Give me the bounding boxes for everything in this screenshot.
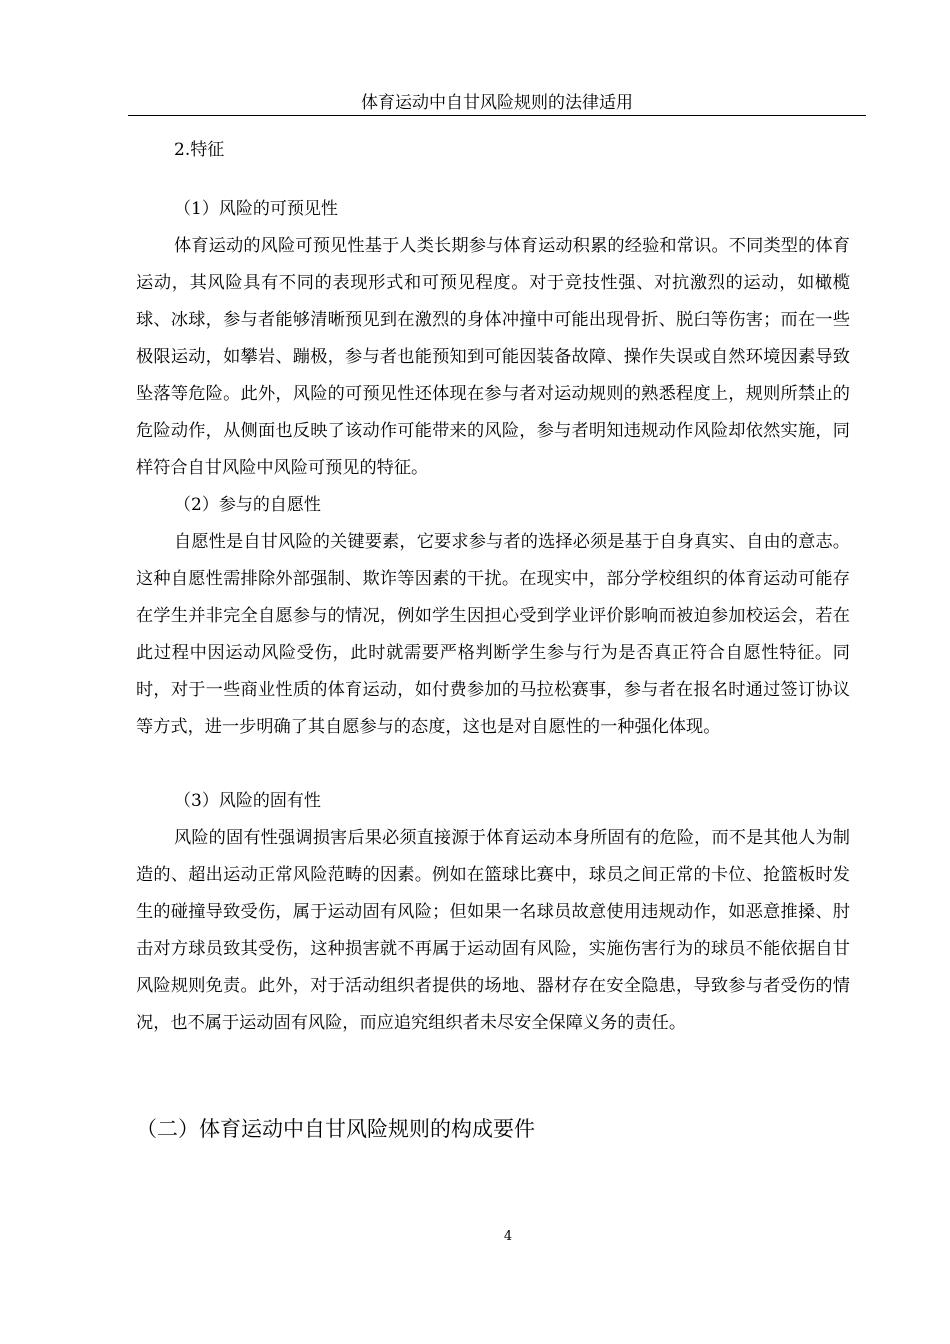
item-heading-voluntariness: （2）参与的自愿性 — [174, 495, 321, 515]
page-number: 4 — [503, 1229, 513, 1244]
paragraph-foreseeability: 体育运动的风险可预见性基于人类长期参与体育运动积累的经验和常识。不同类型的体育运动，其风险具有不同的表现形式和可预见程度。对于竞技性强、对抗激烈的运动，如橄榄球、冰球，参与者能够清晰预见到在激烈的身体冲撞中可能出现骨折、脱臼等伤害；而在一些极限运动，如攀岩、蹦极，参与者也能预知到可能因装备故障、操作失误或自然环境因素导致坠落等危险。此外，风险的可预见性还体现在参与者对运动规则的熟悉程度上，规则所禁止的危险动作，从侧面也反映了该动作可能带来的风险，参与者明知违规动作风险却依然实施，同样符合自甘风险中风险可预见的特征。 — [136, 236, 850, 478]
subsection-title: 2.特征 — [174, 140, 225, 160]
paragraph-voluntariness: 自愿性是自甘风险的关键要素，它要求参与者的选择必须是基于自身真实、自由的意志。这种自愿性需排除外部强制、欺诈等因素的干扰。在现实中，部分学校组织的体育运动可能存在学生并非完全自愿参与的情况，例如学生因担心受到学业评价影响而被迫参加校运会，若在此过程中因运动风险受伤，此时就需要严格判断学生参与行为是否真正符合自愿性特征。同时，对于一些商业性质的体育运动，如付费参加的马拉松赛事，参与者在报名时通过签订协议等方式，进一步明确了其自愿参与的态度，这也是对自愿性的一种强化体现。 — [136, 532, 850, 737]
item-heading-foreseeability: （1）风险的可预见性 — [174, 199, 338, 219]
section-heading: （二）体育运动中自甘风险规则的构成要件 — [136, 1117, 535, 1141]
paragraph-inherent-risk: 风险的固有性强调损害后果必须直接源于体育运动本身所固有的危险，而不是其他人为制造的、超出运动正常风险范畴的因素。例如在篮球比赛中，球员之间正常的卡位、抢篮板时发生的碰撞导致受伤，属于运动固有风险；但如果一名球员故意使用违规动作，如恶意推搡、肘击对方球员致其受伤，这种损害就不再属于运动固有风险，实施伤害行为的球员不能依据自甘风险规则免责。此外，对于活动组织者提供的场地、器材存在安全隐患，导致参与者受伤的情况，也不属于运动固有风险，而应追究组织者未尽安全保障义务的责任。 — [136, 828, 850, 1033]
item-heading-inherent-risk: （3）风险的固有性 — [174, 791, 321, 811]
running-header: 体育运动中自甘风险规则的法律适用 — [361, 93, 633, 113]
header-divider — [128, 115, 866, 116]
